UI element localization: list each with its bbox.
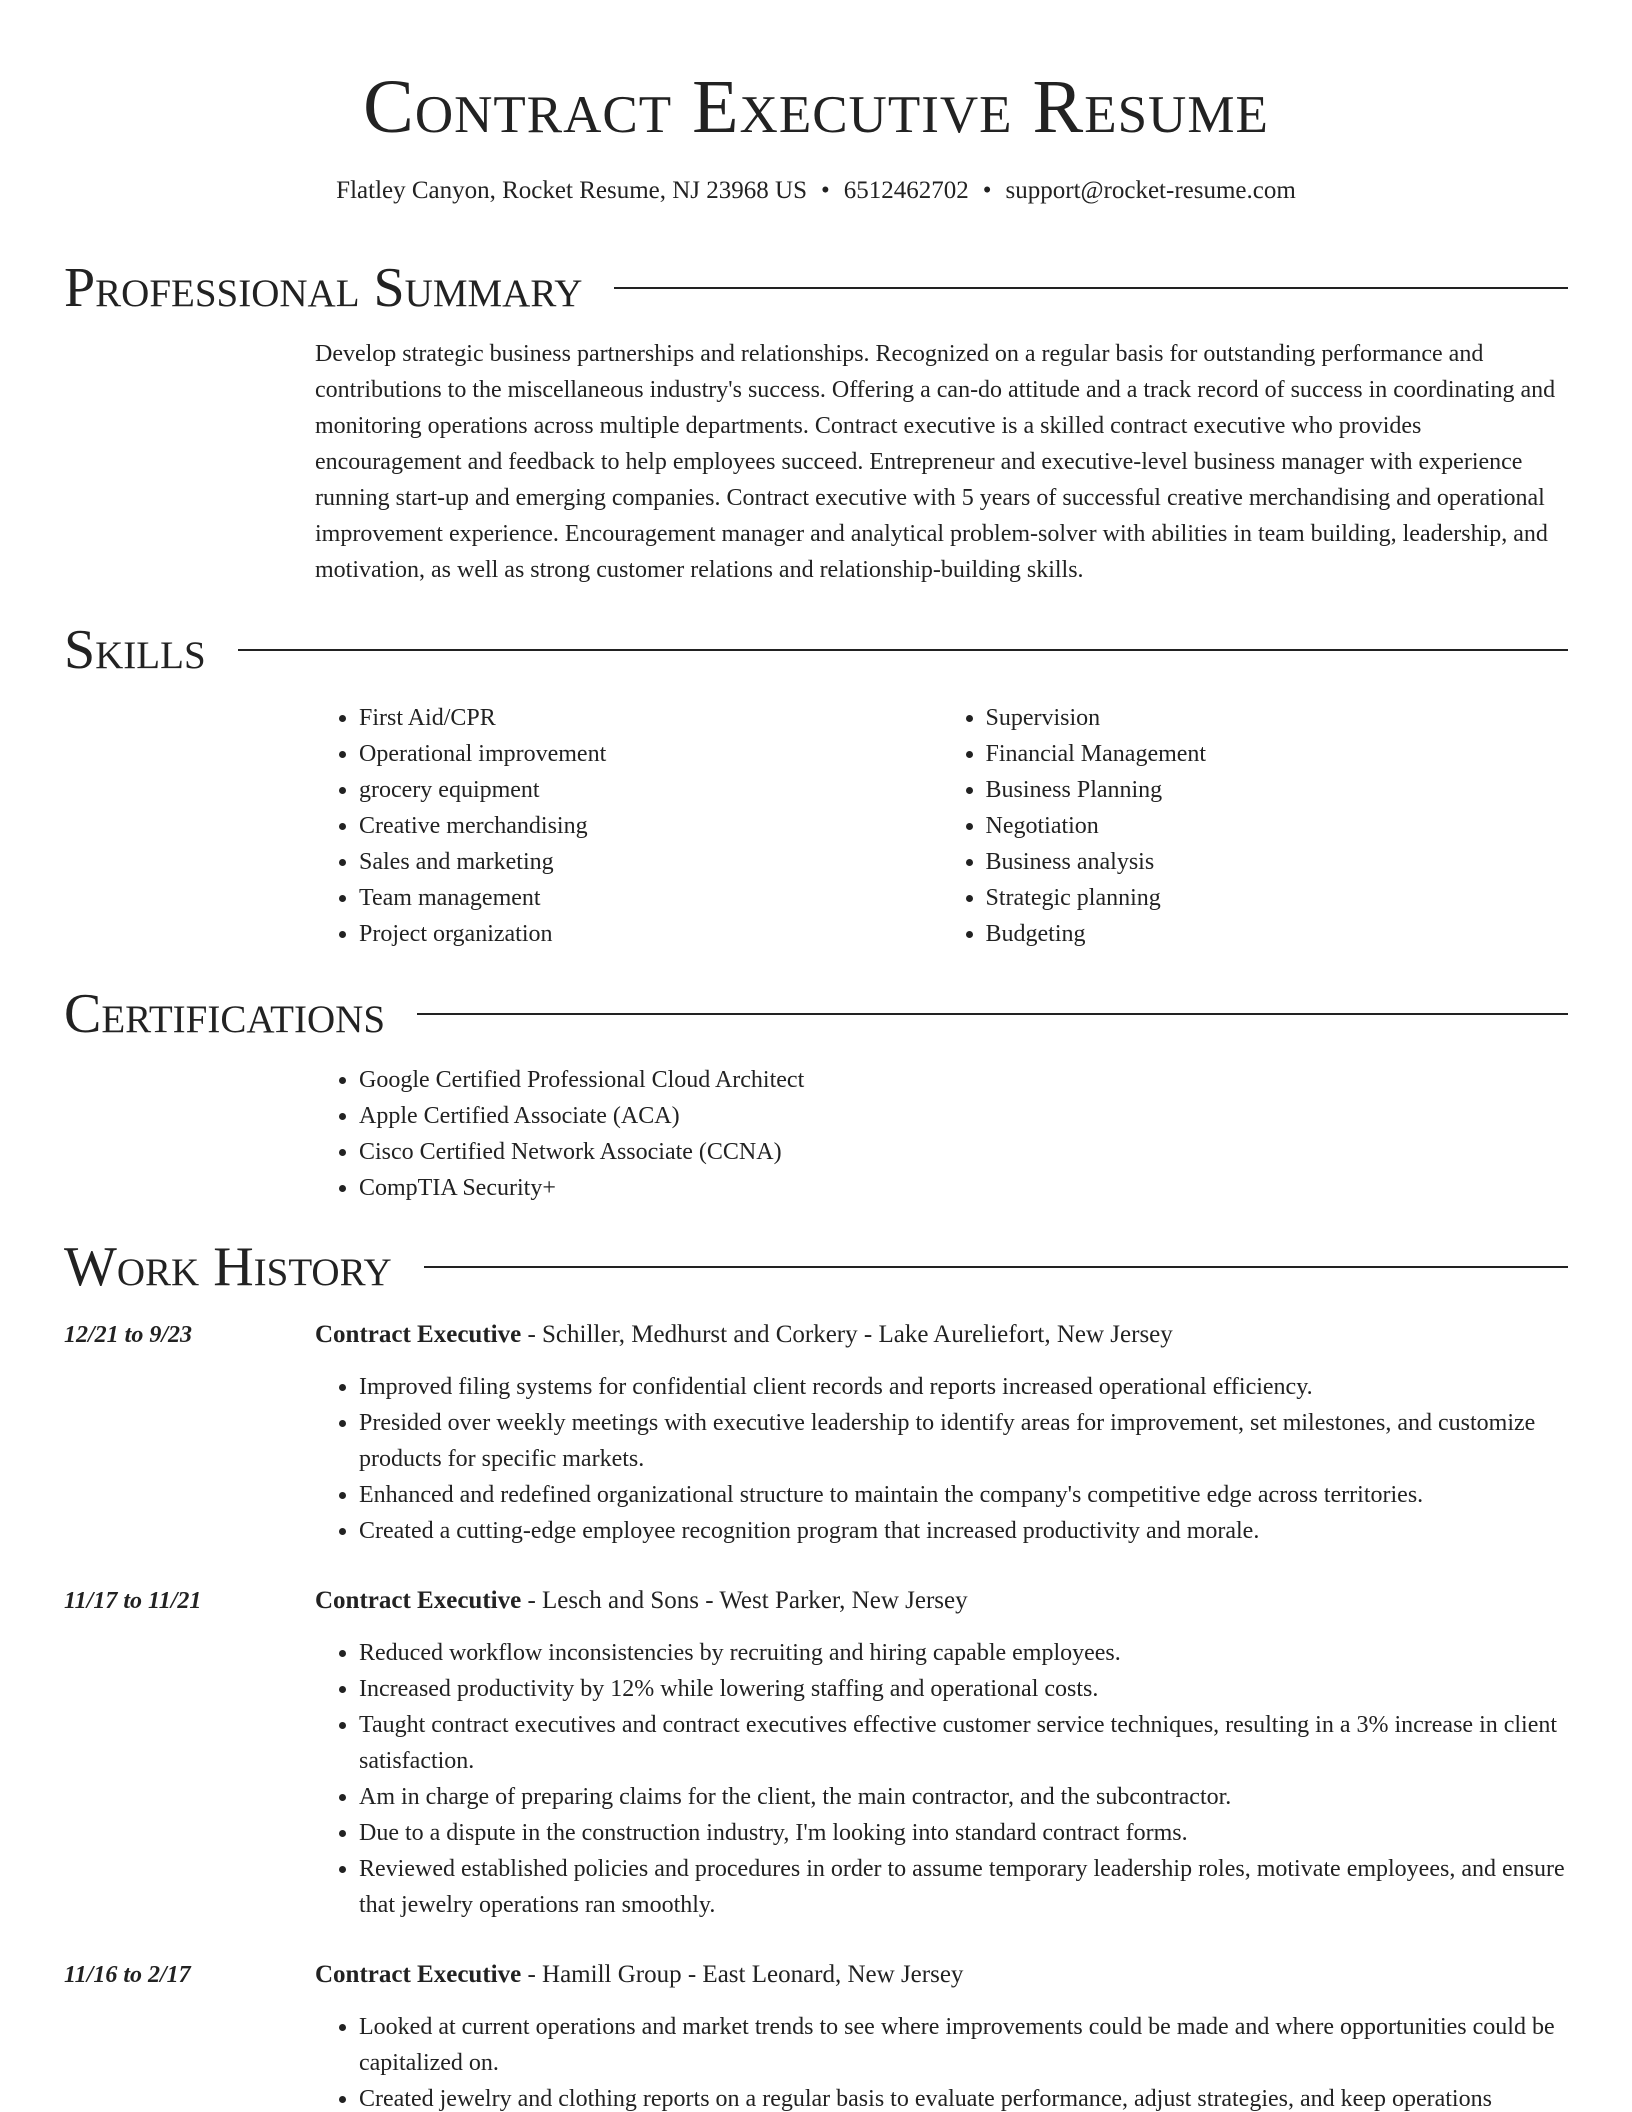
certifications-header: [64, 984, 1568, 1044]
job-title: Contract Executive: [315, 1587, 522, 1614]
job-bullets: [315, 2009, 1568, 2112]
skill-item: • Operational improvement: [359, 736, 942, 772]
job-bullet: • Created a cutting-edge employee recognition program that increased productivity and morale.: [359, 1513, 1568, 1549]
job-bullet: • Taught contract executives and contract executives effective customer service techniques, resulting in a 3% increase in client satisfaction.: [359, 1707, 1568, 1779]
section-divider: [614, 287, 1568, 289]
certification-item: • Cisco Certified Network Associate (CCNA): [359, 1134, 1568, 1170]
skill-item: • Business analysis: [986, 844, 1569, 880]
job-details: - Schiller, Medhurst and Corkery - Lake Aureliefort, New Jersey: [521, 1321, 1173, 1348]
contact-separator: •: [820, 177, 830, 204]
summary-body: [315, 336, 1568, 588]
job-bullet: • Improved filing systems for confidential client records and reports increased operational efficiency.: [359, 1369, 1568, 1405]
skills-list-left: [315, 700, 942, 952]
contact-address: Flatley Canyon, Rocket Resume, NJ 23968 US: [336, 177, 807, 204]
job-entry: [64, 1583, 1568, 1923]
skill-item: • Supervision: [986, 700, 1569, 736]
summary-text: Develop strategic business partnerships and relationships. Recognized on a regular basis for outstanding performance and contributions to the miscellaneous industry's success. Offering a can-do attitude and a track record of success in coordinating and monitoring operations across multiple departments. Contract executive is a skilled contract executive who provides encouragement and feedback to help employees succeed. Entrepreneur and executive-level business manager with experience running start-up and emerging companies. Contract executive with 5 years of successful creative merchandising and operational improvement experience. Encouragement manager and analytical problem-solver with abilities in team building, leadership, and motivation, as well as strong customer relations and relationship-building skills.: [315, 341, 1556, 583]
job-title: Contract Executive: [315, 1961, 522, 1988]
certification-item: • Apple Certified Associate (ACA): [359, 1098, 1568, 1134]
skill-item: • grocery equipment: [359, 772, 942, 808]
skills-header: [64, 620, 1568, 680]
job-entry: [64, 1957, 1568, 2112]
summary-heading: Professional Summary: [64, 257, 583, 319]
skill-item: • Budgeting: [986, 916, 1569, 952]
skill-item: • Creative merchandising: [359, 808, 942, 844]
skills-list-right: [942, 700, 1569, 952]
section-divider: [238, 649, 1568, 651]
certifications-heading: Certifications: [64, 983, 386, 1045]
certification-item: • CompTIA Security+: [359, 1170, 1568, 1206]
job-heading: [315, 1317, 1568, 1353]
skills-grid: [315, 700, 1568, 952]
skills-section: [64, 620, 1568, 952]
job-details: - Lesch and Sons - West Parker, New Jersey: [521, 1587, 968, 1614]
summary-section: [64, 258, 1568, 588]
job-bullet: • Reviewed established policies and procedures in order to assume temporary leadership roles, motivate employees, and ensure that jewelry operations ran smoothly.: [359, 1851, 1568, 1923]
job-bullets: [315, 1635, 1568, 1923]
job-bullet: • Looked at current operations and market trends to see where improvements could be made and where opportunities could be capitalized on.: [359, 2009, 1568, 2081]
skill-item: • Business Planning: [986, 772, 1569, 808]
contact-separator: •: [982, 177, 992, 204]
skill-item: • Team management: [359, 880, 942, 916]
job-bullet: • Due to a dispute in the construction industry, I'm looking into standard contract forms.: [359, 1815, 1568, 1851]
section-divider: [424, 1266, 1568, 1268]
job-bullet: • Increased productivity by 12% while lowering staffing and operational costs.: [359, 1671, 1568, 1707]
job-heading: [315, 1583, 1568, 1619]
job-details: - Hamill Group - East Leonard, New Jersey: [521, 1961, 964, 1988]
resume-title: Contract Executive Resume: [363, 65, 1269, 149]
work-history-header: [64, 1237, 1568, 1297]
job-bullet: • Am in charge of preparing claims for the client, the main contractor, and the subcontractor.: [359, 1779, 1568, 1815]
job-heading: [315, 1957, 1568, 1993]
contact-line: [0, 174, 1632, 208]
certifications-list: [315, 1062, 1568, 1206]
work-history-section: [64, 1237, 1568, 2112]
job-title: Contract Executive: [315, 1321, 522, 1348]
job-dates: 11/16 to 2/17: [64, 1962, 191, 1988]
skill-item: • Strategic planning: [986, 880, 1569, 916]
section-divider: [417, 1013, 1568, 1015]
contact-phone: 6512462702: [843, 177, 969, 204]
job-bullets: [315, 1369, 1568, 1549]
skill-item: • Negotiation: [986, 808, 1569, 844]
job-bullet: • Presided over weekly meetings with executive leadership to identify areas for improvement, set milestones, and customize products for specific markets.: [359, 1405, 1568, 1477]
job-dates: 11/17 to 11/21: [64, 1588, 202, 1614]
job-bullet: • Created jewelry and clothing reports on a regular basis to evaluate performance, adjust strategies, and keep operations: [359, 2081, 1568, 2112]
skill-item: • First Aid/CPR: [359, 700, 942, 736]
certifications-body: [315, 1062, 1568, 1206]
certification-item: • Google Certified Professional Cloud Architect: [359, 1062, 1568, 1098]
job-bullet: • Reduced workflow inconsistencies by recruiting and hiring capable employees.: [359, 1635, 1568, 1671]
summary-header: [64, 258, 1568, 318]
work-history-heading: Work History: [64, 1236, 392, 1298]
job-dates: 12/21 to 9/23: [64, 1322, 193, 1348]
certifications-section: [64, 984, 1568, 1206]
job-entry: [64, 1317, 1568, 1549]
skill-item: • Project organization: [359, 916, 942, 952]
skill-item: • Sales and marketing: [359, 844, 942, 880]
skill-item: • Financial Management: [986, 736, 1569, 772]
job-bullet: • Enhanced and redefined organizational structure to maintain the company's competitive edge across territories.: [359, 1477, 1568, 1513]
skills-heading: Skills: [64, 619, 206, 681]
contact-email: support@rocket-resume.com: [1005, 177, 1296, 204]
